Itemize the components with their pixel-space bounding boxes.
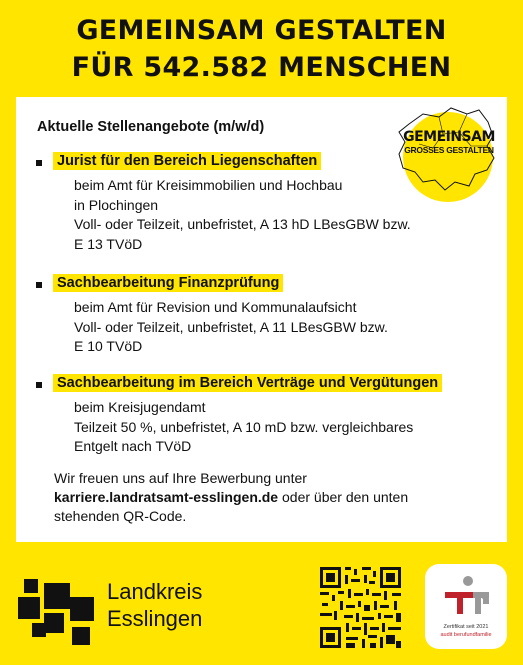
job-details [74, 176, 411, 254]
card-title: Aktuelle Stellenangebote (m/w/d) [37, 119, 265, 135]
badge-line-1: GEMEINSAM [403, 129, 495, 145]
bullet [36, 382, 42, 388]
job-title: Jurist für den Bereich Liegenschaften [53, 152, 321, 170]
career-url-link[interactable]: karriere.landratsamt-esslingen.de [54, 489, 279, 505]
logo-text [107, 578, 202, 632]
closing-line-2-rest: oder über den unten [278, 489, 409, 505]
logo-line-1: Landkreis [107, 579, 203, 604]
bullet [36, 160, 42, 166]
closing-text [54, 469, 408, 526]
job-detail-line: in Plochingen [74, 196, 159, 213]
logo-line-2: Esslingen [107, 606, 203, 631]
closing-line-2 [54, 488, 408, 507]
logo-square [24, 579, 38, 593]
closing-line-1: Wir freuen uns auf Ihre Bewerbung unter [54, 470, 307, 486]
audit-logo-icon [425, 564, 507, 624]
badge-line-2: GROSSES GESTALTEN [404, 145, 494, 155]
logo-square [44, 613, 64, 633]
qr-code-icon[interactable] [318, 565, 403, 650]
headline-line-2: FÜR 542.582 MENSCHEN [71, 52, 452, 83]
job-listings-card [16, 97, 507, 542]
headline [0, 12, 523, 86]
job-details [74, 298, 388, 357]
job-detail-line: E 13 TVöD [74, 235, 143, 252]
job-detail-line: Teilzeit 50 %, unbefristet, A 10 mD bzw. vergleichbares [74, 418, 414, 435]
logo-square [18, 597, 40, 619]
job-detail-line: beim Kreisjugendamt [74, 399, 206, 415]
job-detail-line: Entgelt nach TVöD [74, 438, 192, 454]
logo-square [44, 583, 70, 609]
job-detail-line: Voll- oder Teilzeit, unbefristet, A 11 LBesGBW bzw. [74, 318, 388, 335]
audit-certificate-badge [425, 564, 507, 649]
logo-square [32, 623, 46, 637]
job-title: Sachbearbeitung Finanzprüfung [53, 274, 283, 292]
logo-square [70, 597, 94, 621]
cert-line-1: Zertifikat seit 2021 [443, 624, 489, 630]
job-details [74, 398, 413, 457]
closing-line-3: stehenden QR-Code. [54, 508, 187, 524]
bullet [36, 282, 42, 288]
headline-line-1: GEMEINSAM GESTALTEN [76, 15, 447, 46]
logo-square [72, 627, 90, 645]
job-detail-line: beim Amt für Kreisimmobilien und Hochbau [74, 177, 343, 193]
job-title: Sachbearbeitung im Bereich Verträge und Vergütungen [53, 374, 442, 392]
job-detail-line: beim Amt für Revision und Kommunalaufsicht [74, 299, 357, 315]
job-detail-line: E 10 TVöD [74, 338, 143, 354]
job-detail-line: Voll- oder Teilzeit, unbefristet, A 13 hD LBesGBW bzw. [74, 216, 411, 232]
qr-code-graphic [318, 565, 403, 650]
cert-line-2: audit berufundfamilie [440, 632, 492, 638]
